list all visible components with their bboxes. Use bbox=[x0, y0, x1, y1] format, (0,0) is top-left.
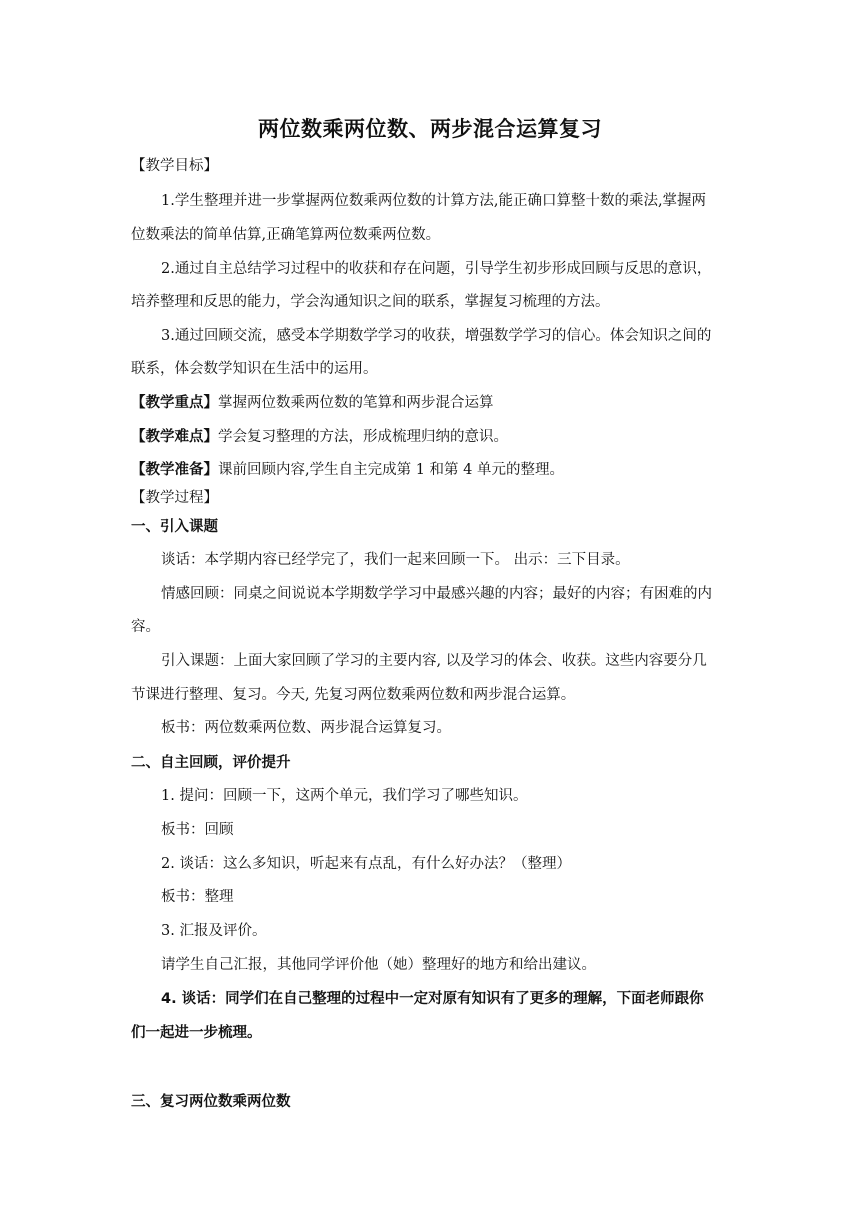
section2-p1: 1. 提问：回顾一下，这两个单元，我们学习了哪些知识。 bbox=[161, 788, 528, 804]
document-title: 两位数乘两位数、两步混合运算复习 bbox=[258, 117, 602, 141]
section1-p3-line1: 引入课题：上面大家回顾了学习的主要内容, 以及学习的体会、收获。这些内容要分几 bbox=[161, 653, 707, 669]
key-label: 【教学重点】 bbox=[131, 394, 218, 411]
process-heading: 【教学过程】 bbox=[131, 490, 218, 506]
section2-p2: 板书：回顾 bbox=[161, 822, 234, 838]
difficulty-point bbox=[131, 427, 508, 447]
section2-heading: 二、自主回顾，评价提升 bbox=[131, 755, 291, 771]
section2-p4: 板书：整理 bbox=[161, 889, 234, 905]
section2-p7-line2: 们一起进一步梳理。 bbox=[131, 1025, 262, 1041]
section1-p1: 谈话：本学期内容已经学完了，我们一起来回顾一下。 出示：三下目录。 bbox=[161, 552, 630, 568]
key-text: 掌握两位数乘两位数的笔算和两步混合运算 bbox=[218, 395, 494, 411]
prep-label: 【教学准备】 bbox=[131, 461, 218, 478]
key-point bbox=[131, 393, 494, 413]
goal-heading: 【教学目标】 bbox=[131, 158, 218, 174]
section1-p2-line2: 容。 bbox=[131, 619, 160, 635]
goal2-line2: 培养整理和反思的能力，学会沟通知识之间的联系，掌握复习梳理的方法。 bbox=[131, 294, 610, 310]
section2-p3: 2. 谈话：这么多知识，听起来有点乱，有什么好办法？（整理） bbox=[161, 856, 571, 872]
goal1-line1: 1.学生整理并进一步掌握两位数乘两位数的计算方法,能正确口算整十数的乘法,掌握两 bbox=[161, 193, 707, 209]
goal1-line2: 位数乘法的简单估算,正确笔算两位数乘两位数。 bbox=[131, 227, 441, 243]
prep-point bbox=[131, 460, 564, 480]
section3-heading: 三、复习两位数乘两位数 bbox=[131, 1094, 291, 1110]
section2-p5: 3. 汇报及评价。 bbox=[161, 923, 267, 939]
section1-p3-line2: 节课进行整理、复习。今天, 先复习两位数乘两位数和两步混合运算。 bbox=[131, 687, 576, 703]
section1-p2-line1: 情感回顾：同桌之间说说本学期数学学习中最感兴趣的内容；最好的内容；有困难的内 bbox=[161, 586, 712, 602]
section1-heading: 一、引入课题 bbox=[131, 519, 218, 535]
section1-p4: 板书：两位数乘两位数、两步混合运算复习。 bbox=[161, 720, 451, 736]
section2-p6: 请学生自己汇报，其他同学评价他（她）整理好的地方和给出建议。 bbox=[161, 957, 596, 973]
prep-text: 课前回顾内容,学生自主完成第 1 和第 4 单元的整理。 bbox=[218, 462, 564, 478]
goal3-line2: 联系，体会数学知识在生活中的运用。 bbox=[131, 361, 378, 377]
goal3-line1: 3.通过回顾交流，感受本学期数学学习的收获，增强数学学习的信心。体会知识之间的 bbox=[161, 328, 712, 344]
difficulty-label: 【教学难点】 bbox=[131, 428, 218, 445]
goal2-line1: 2.通过自主总结学习过程中的收获和存在问题，引导学生初步形成回顾与反思的意识， bbox=[161, 261, 712, 277]
difficulty-text: 学会复习整理的方法，形成梳理归纳的意识。 bbox=[218, 429, 508, 445]
section2-p7-line1: 4. 谈话：同学们在自己整理的过程中一定对原有知识有了更多的理解，下面老师跟你 bbox=[161, 991, 704, 1007]
